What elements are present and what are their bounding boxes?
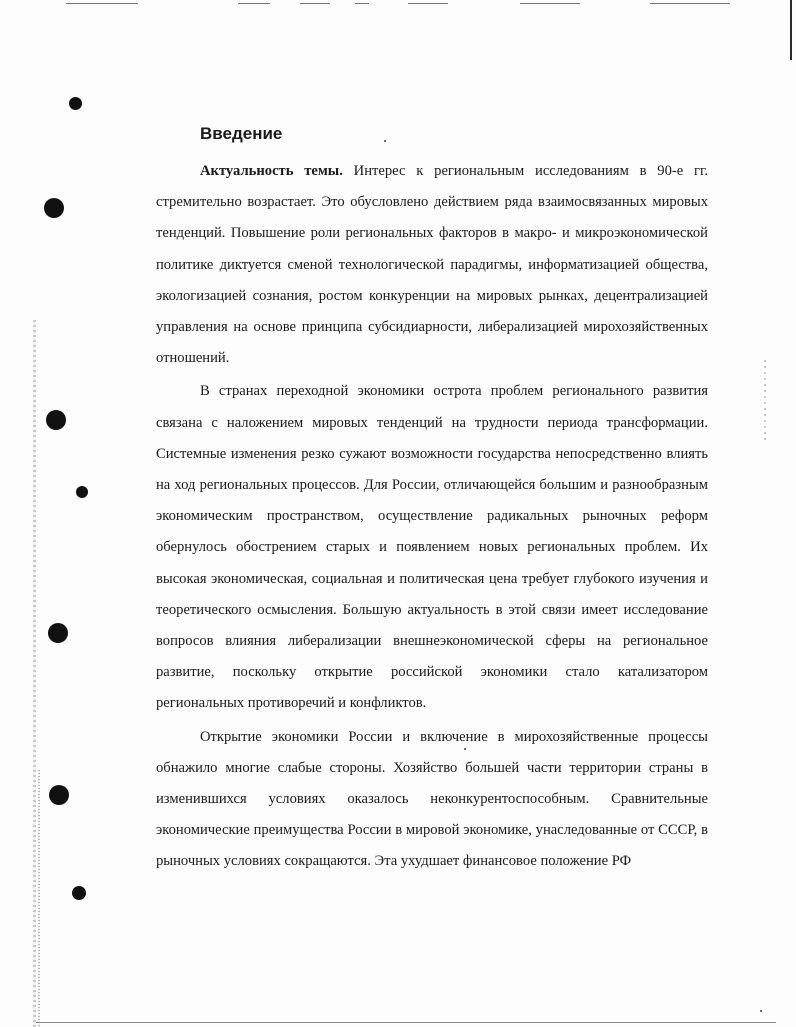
punch-hole bbox=[76, 486, 88, 498]
paragraph bbox=[156, 722, 708, 878]
scan-top-mark bbox=[650, 3, 730, 4]
scan-top-mark bbox=[520, 3, 580, 4]
punch-hole bbox=[49, 785, 69, 805]
scan-edge-right bbox=[790, 0, 792, 60]
scan-edge-left bbox=[33, 320, 36, 1027]
punch-hole bbox=[46, 410, 66, 430]
paragraph-text: Открытие экономики России и включение в мирохозяйственные процессы обнажило многие слабые стороны. Хозяйство большей части территории страны в изменившихся условиях оказалось неконкурентоспособным. Сравнительные экономические преимущества России в мировой экономике, унаследованные от СССР, в рыночных условиях сокращаются. Эта ухудшает финансовое положение РФ bbox=[156, 728, 708, 870]
scan-top-mark bbox=[300, 3, 330, 4]
paragraph-text: Интерес к региональным исследованиям в 90-е гг. стремительно возрастает. Это обусловлено действием ряда взаимосвязанных мировых тенденций. Повышение роли региональных факторов в макро- и микроэкономической политике диктуется сменой технологической парадигмы, информатизацией общества, экологизацией сознания, ростом конкуренции на мировых рынках, децентрализацией управления на основе принципа субсидиарности, либерализацией мирохозяйственных отношений. bbox=[156, 163, 708, 367]
paragraph-text: В странах переходной экономики острота проблем регионального развития связана с наложением мировых тенденций на трудности периода трансформации. Системные изменения резко сужают возможности государства непосредственно влиять на ход региональных процессов. Для России, отличающейся большим и разнообразным экономическим пространством, осуществление радикальных рыночных реформ обернулось обострением старых и появлением новых региональных проблем. Их высокая экономическая, социальная и политическая цена требует глубокого изучения и теоретического осмысления. Большую актуальность в этой связи имеет исследование вопросов влияния либерализации внешнеэкономической сферы на региональное развитие, поскольку открытие российской экономики стало катализатором региональных противоречий и конфликтов. bbox=[156, 383, 708, 712]
punch-hole bbox=[48, 623, 68, 643]
punch-hole bbox=[44, 198, 64, 218]
punch-hole bbox=[72, 886, 86, 900]
scan-edge-left-noise bbox=[38, 770, 40, 1027]
paragraph bbox=[156, 156, 708, 374]
scan-top-mark bbox=[238, 3, 270, 4]
scan-edge-right-noise bbox=[764, 360, 766, 440]
paragraph-lead: Актуальность темы. bbox=[200, 163, 343, 179]
punch-hole bbox=[69, 97, 82, 110]
page-title: Введение bbox=[200, 124, 283, 143]
scan-top-mark bbox=[408, 3, 448, 4]
scan-speck bbox=[760, 1010, 762, 1012]
scan-top-mark bbox=[355, 3, 369, 4]
document-body bbox=[156, 112, 708, 878]
paragraph bbox=[156, 376, 708, 719]
scan-top-mark bbox=[66, 3, 138, 4]
scan-bottom-edge bbox=[36, 1022, 776, 1023]
